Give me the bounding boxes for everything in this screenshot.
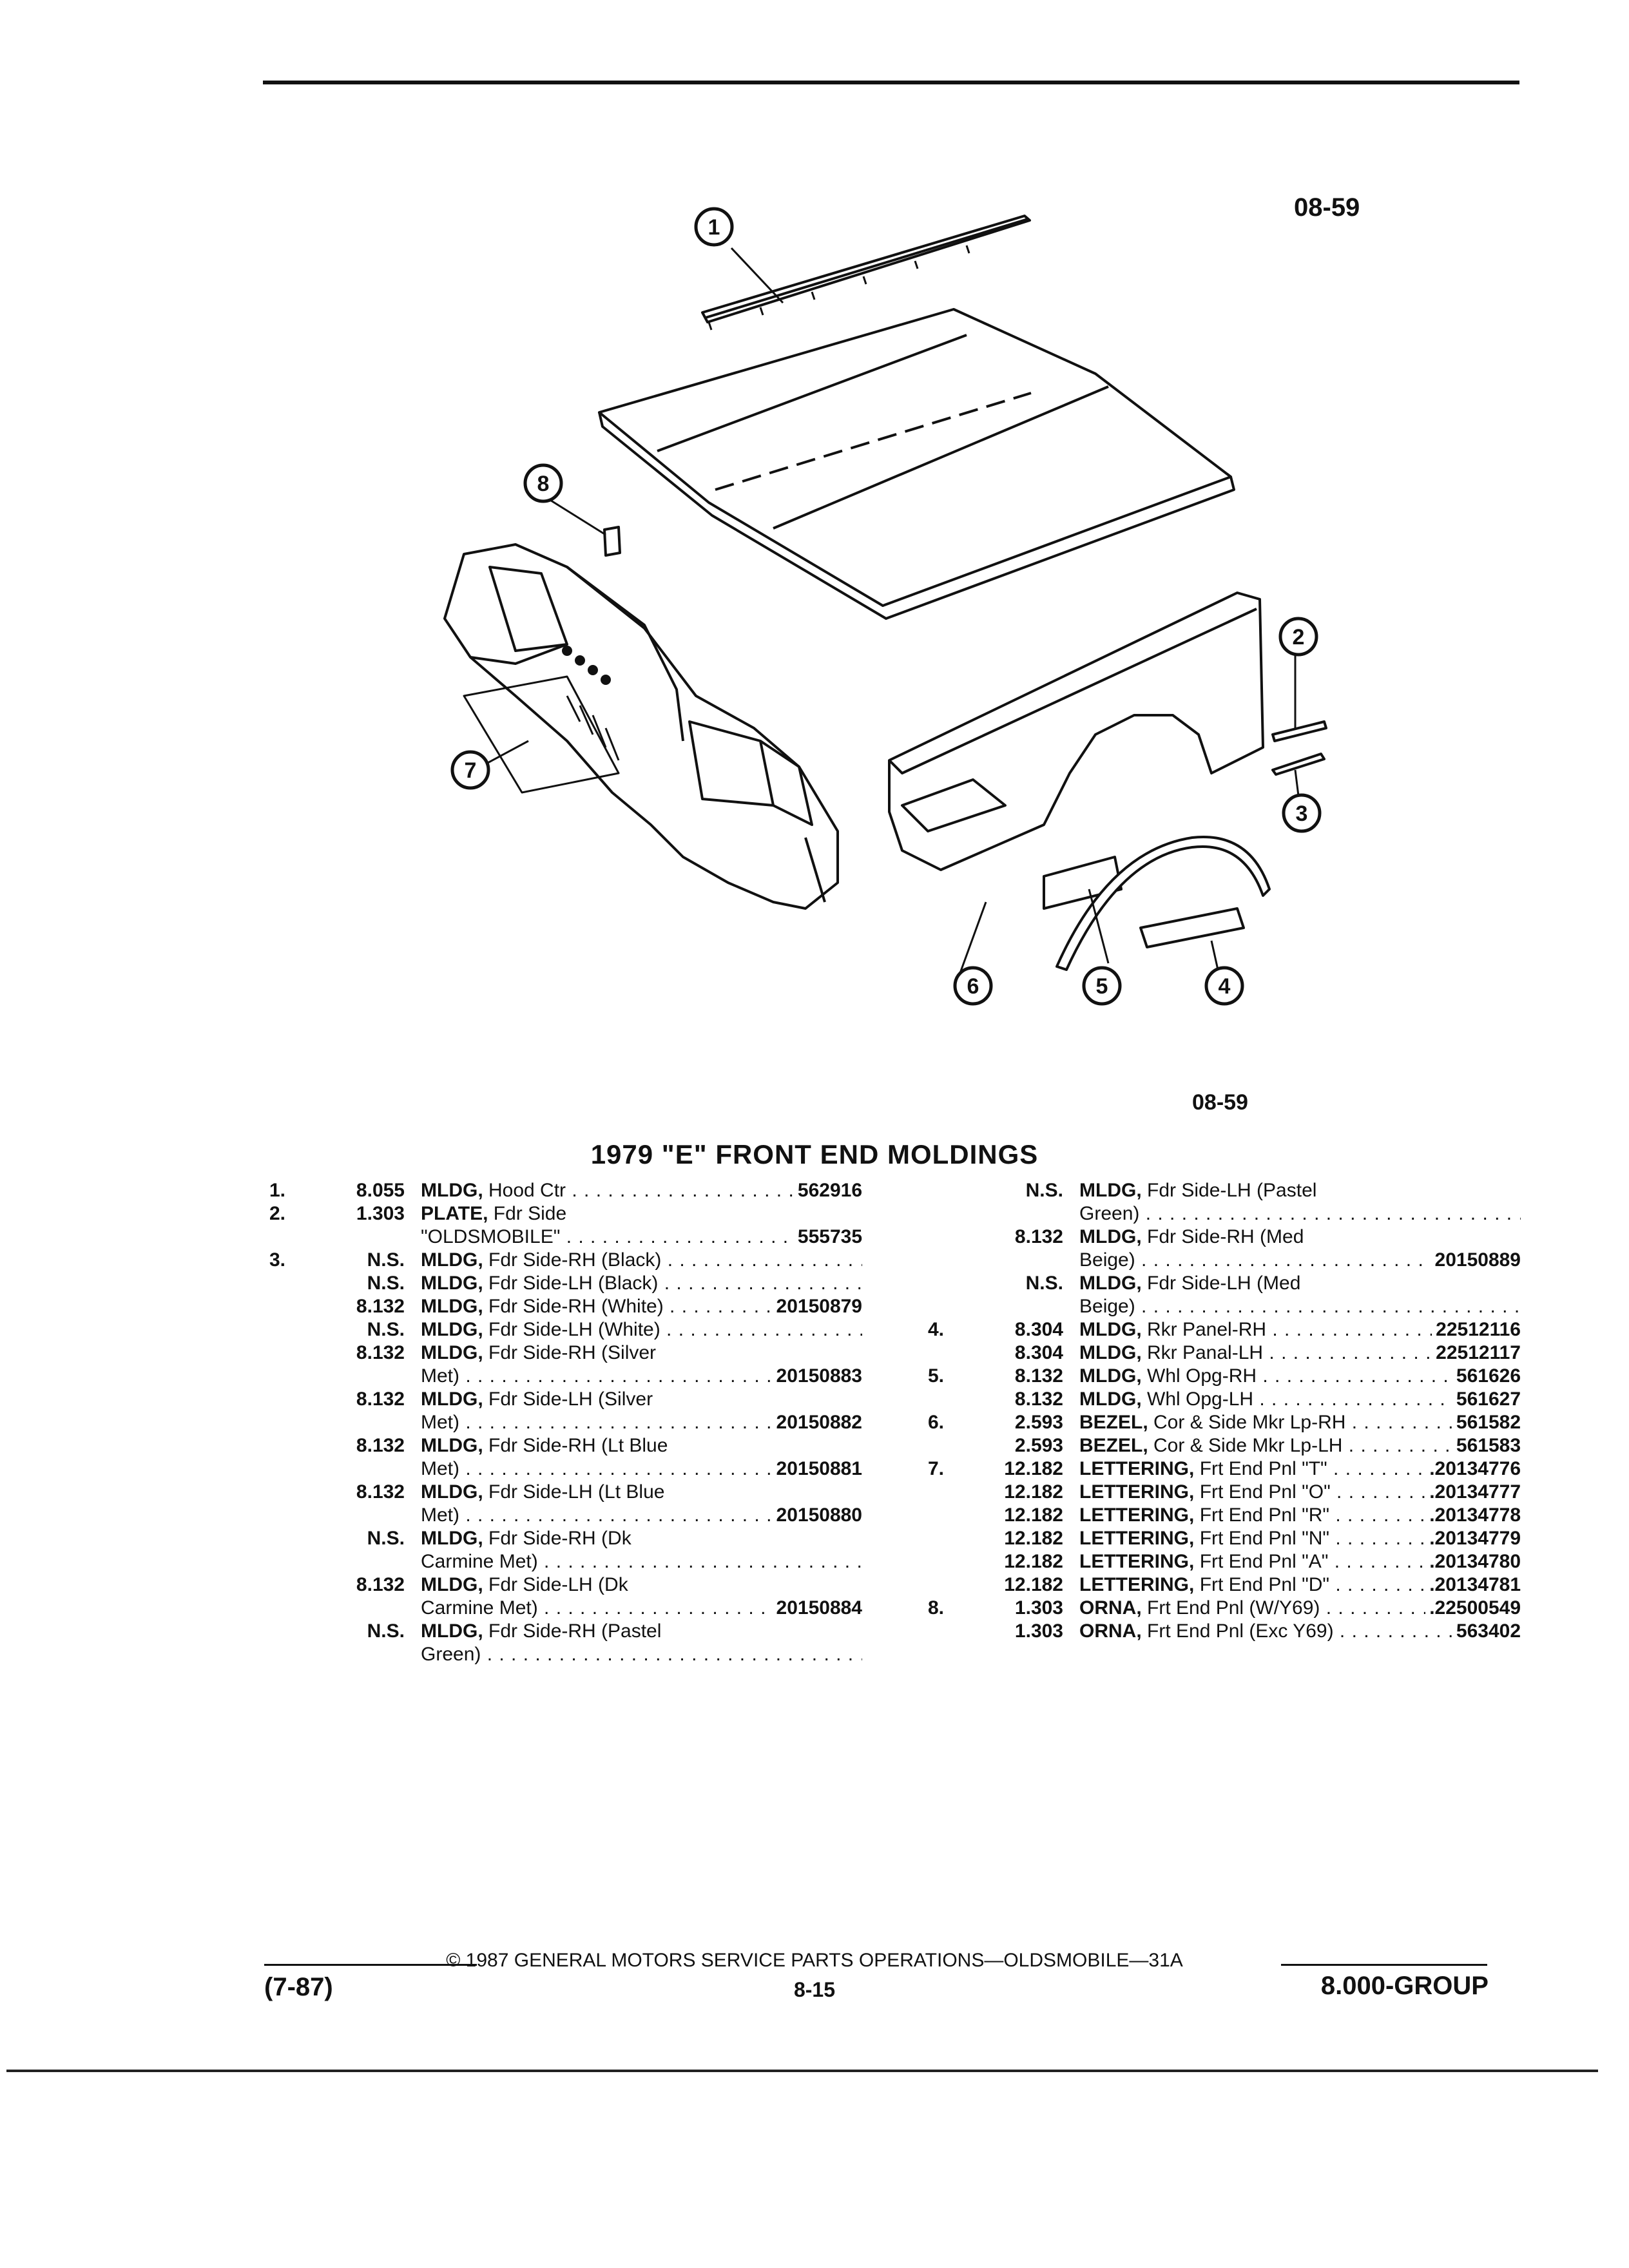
parts-row — [928, 1318, 1521, 1341]
footer-copyright: © 1987 GENERAL MOTORS SERVICE PARTS OPERATIONS—OLDSMOBILE—31A — [446, 1950, 1183, 1971]
front-end-panel-drawing — [445, 544, 838, 908]
parts-row — [269, 1550, 862, 1573]
group-number: 8.132 — [356, 1574, 405, 1595]
part-detail: Frt End Pnl "T" . . . — [1200, 1458, 1521, 1479]
item-index: 1. — [269, 1180, 286, 1201]
part-detail: Carmine Met) . . . — [421, 1597, 862, 1619]
parts-row — [269, 1620, 862, 1643]
callout-8 — [525, 465, 561, 501]
item-index: 3. — [269, 1249, 286, 1271]
part-detail: Fdr Side-RH (Dk — [488, 1528, 631, 1549]
parts-row — [928, 1573, 1521, 1597]
part-detail: Met) . . . — [421, 1458, 862, 1479]
parts-row — [269, 1527, 862, 1550]
part-detail: Frt End Pnl "O" . . . — [1200, 1481, 1521, 1503]
group-number: N.S. — [367, 1249, 405, 1271]
part-name: MLDG, — [421, 1389, 483, 1410]
part-detail: "OLDSMOBILE" . . . — [421, 1226, 862, 1247]
part-detail: Fdr Side-LH (White) . . . — [488, 1319, 862, 1340]
svg-text:2: 2 — [1292, 625, 1305, 649]
parts-row — [928, 1272, 1521, 1295]
item-index: 7. — [928, 1458, 945, 1479]
part-description — [421, 1388, 862, 1411]
part-number: 22512116 — [1432, 1318, 1521, 1341]
svg-text:4: 4 — [1218, 974, 1231, 999]
part-name: MLDG, — [421, 1180, 483, 1201]
part-name: MLDG, — [1079, 1180, 1142, 1201]
part-name: LETTERING, — [1079, 1458, 1195, 1479]
part-detail: Fdr Side-RH (White) . . . — [488, 1296, 862, 1317]
parts-row — [269, 1272, 862, 1295]
figure-code-bottom: 08-59 — [1192, 1090, 1248, 1115]
part-number: 561583 — [1452, 1434, 1521, 1457]
group-number: 8.132 — [356, 1435, 405, 1456]
part-description — [1079, 1202, 1521, 1225]
parts-row — [928, 1550, 1521, 1573]
parts-row — [269, 1249, 862, 1272]
group-number: 1.303 — [356, 1203, 405, 1224]
group-number: 12.182 — [1004, 1504, 1063, 1526]
parts-row — [928, 1597, 1521, 1620]
parts-row — [269, 1295, 862, 1318]
footer-page-number: 8-15 — [793, 1978, 836, 2001]
part-number: 561627 — [1452, 1388, 1521, 1411]
part-number: 20150881 — [773, 1457, 862, 1481]
item-index: 6. — [928, 1412, 945, 1433]
part-name: MLDG, — [421, 1319, 483, 1340]
parts-row — [269, 1225, 862, 1249]
part-detail: Fdr Side-LH (Lt Blue — [488, 1481, 665, 1503]
part-description — [421, 1620, 862, 1643]
part-detail: Frt End Pnl (W/Y69) . . . — [1147, 1597, 1521, 1619]
group-number: 8.055 — [356, 1180, 405, 1201]
svg-text:3: 3 — [1295, 802, 1308, 826]
part-name: MLDG, — [1079, 1342, 1142, 1363]
group-number: 8.132 — [356, 1296, 405, 1317]
svg-text:1: 1 — [708, 215, 720, 240]
part-name: MLDG, — [421, 1620, 483, 1642]
part-detail: Frt End Pnl "A" . . . — [1200, 1551, 1521, 1572]
part-number: .22500549 — [1425, 1597, 1521, 1620]
item-index: 8. — [928, 1597, 945, 1619]
part-detail: Fdr Side-RH (Lt Blue — [488, 1435, 668, 1456]
part-number: 562916 — [794, 1179, 862, 1202]
group-number: 12.182 — [1004, 1551, 1063, 1572]
hood-center-molding-drawing — [702, 216, 1030, 330]
rocker-molding-drawing — [1141, 908, 1244, 947]
parts-row — [928, 1411, 1521, 1434]
part-number: 20150879 — [773, 1295, 862, 1318]
part-detail: Frt End Pnl "D" . . . — [1200, 1574, 1521, 1595]
svg-text:8: 8 — [537, 472, 550, 496]
part-detail: Fdr Side-RH (Black) . . . — [488, 1249, 862, 1271]
part-number: 20150883 — [773, 1365, 862, 1388]
part-detail: Met) . . . — [421, 1412, 862, 1433]
callout-4 — [1206, 968, 1242, 1004]
parts-row — [928, 1457, 1521, 1481]
parts-row — [928, 1179, 1521, 1202]
parts-list-right — [928, 1179, 1521, 1643]
part-name: MLDG, — [421, 1435, 483, 1456]
parts-row — [269, 1411, 862, 1434]
part-name: ORNA, — [1079, 1620, 1142, 1642]
group-number: N.S. — [367, 1273, 405, 1294]
part-number: 561582 — [1452, 1411, 1521, 1434]
callout-7 — [452, 752, 488, 788]
bottom-rule — [6, 2070, 1598, 2072]
part-description — [421, 1481, 862, 1504]
group-number: 12.182 — [1004, 1528, 1063, 1549]
parts-row — [928, 1527, 1521, 1550]
group-number: N.S. — [1025, 1273, 1063, 1294]
part-detail: Fdr Side-RH (Pastel — [488, 1620, 662, 1642]
group-number: 8.304 — [1014, 1342, 1063, 1363]
part-detail: Met) . . . — [421, 1365, 862, 1387]
part-description — [421, 1318, 862, 1341]
part-number: 20150884 — [773, 1597, 862, 1620]
part-number: 20150880 — [773, 1504, 862, 1527]
parts-row — [928, 1341, 1521, 1365]
part-description — [421, 1202, 862, 1225]
footer-date: (7-87) — [264, 1973, 333, 2001]
parts-row — [928, 1202, 1521, 1225]
group-number: 8.132 — [1014, 1389, 1063, 1410]
part-detail: Fdr Side-LH (Silver — [488, 1389, 653, 1410]
part-number: 555735 — [794, 1225, 862, 1249]
part-name: LETTERING, — [1079, 1551, 1195, 1572]
parts-row — [269, 1643, 862, 1666]
part-name: BEZEL, — [1079, 1412, 1148, 1433]
part-name: MLDG, — [1079, 1389, 1142, 1410]
part-detail: Fdr Side-LH (Dk — [488, 1574, 628, 1595]
part-description — [421, 1249, 862, 1272]
part-description — [421, 1434, 862, 1457]
part-name: BEZEL, — [1079, 1435, 1148, 1456]
page-title: 1979 "E" FRONT END MOLDINGS — [590, 1139, 1039, 1169]
part-detail: Frt End Pnl "N" . . . — [1200, 1528, 1521, 1549]
part-detail: Rkr Panal-LH . . . — [1147, 1342, 1521, 1363]
part-detail: Cor & Side Mkr Lp-RH . . . — [1153, 1412, 1521, 1433]
part-name: PLATE, — [421, 1203, 488, 1224]
group-number: 8.132 — [1014, 1365, 1063, 1387]
part-number: .20134778 — [1425, 1504, 1521, 1527]
callout-3 — [1284, 795, 1320, 831]
part-detail: Cor & Side Mkr Lp-LH . . . — [1153, 1435, 1521, 1456]
emblem-plate-drawing — [1273, 722, 1326, 741]
parts-row — [928, 1249, 1521, 1272]
callout-5 — [1084, 968, 1120, 1004]
parts-row — [928, 1620, 1521, 1643]
part-detail: Hood Ctr . . . — [488, 1180, 862, 1201]
group-number: 2.593 — [1014, 1435, 1063, 1456]
group-number: 1.303 — [1014, 1597, 1063, 1619]
part-detail: Green) . . . — [1079, 1203, 1521, 1224]
parts-row — [269, 1179, 862, 1202]
side-molding-drawing — [1273, 754, 1324, 774]
part-detail: Fdr Side-LH (Black) . . . — [488, 1273, 862, 1294]
figure-code-top: 08-59 — [1294, 193, 1360, 222]
part-number: 563402 — [1452, 1620, 1521, 1643]
parts-row — [928, 1434, 1521, 1457]
parts-row — [269, 1365, 862, 1388]
part-name: ORNA, — [1079, 1597, 1142, 1619]
part-name: MLDG, — [1079, 1365, 1142, 1387]
part-description — [1079, 1295, 1521, 1318]
part-number: 20150882 — [773, 1411, 862, 1434]
parts-list-left — [269, 1179, 862, 1666]
part-number: .20134776 — [1425, 1457, 1521, 1481]
item-index: 5. — [928, 1365, 945, 1387]
part-name: MLDG, — [421, 1296, 483, 1317]
hood-drawing — [599, 309, 1234, 619]
parts-row — [269, 1597, 862, 1620]
part-number: .20134781 — [1425, 1573, 1521, 1597]
callout-1 — [696, 209, 732, 245]
parts-row — [269, 1457, 862, 1481]
parts-row — [928, 1295, 1521, 1318]
part-detail: Fdr Side-RH (Silver — [488, 1342, 657, 1363]
part-number: 22512117 — [1432, 1341, 1521, 1365]
part-description — [421, 1643, 862, 1666]
parts-row — [269, 1202, 862, 1225]
part-description — [421, 1550, 862, 1573]
group-number: N.S. — [1025, 1180, 1063, 1201]
footer-group: 8.000-GROUP — [1320, 1972, 1489, 2000]
group-number: 12.182 — [1004, 1574, 1063, 1595]
group-number: N.S. — [367, 1319, 405, 1340]
group-number: 8.304 — [1014, 1319, 1063, 1340]
item-index: 4. — [928, 1319, 945, 1340]
svg-text:6: 6 — [967, 974, 979, 999]
parts-row — [269, 1481, 862, 1504]
part-name: MLDG, — [1079, 1319, 1142, 1340]
parts-row — [928, 1504, 1521, 1527]
part-detail: Fdr Side-LH (Pastel — [1147, 1180, 1317, 1201]
part-description — [421, 1527, 862, 1550]
item-index: 2. — [269, 1203, 286, 1224]
parts-row — [269, 1388, 862, 1411]
part-detail: Whl Opg-LH . . . — [1147, 1389, 1521, 1410]
part-name: MLDG, — [1079, 1273, 1142, 1294]
fender-drawing — [889, 593, 1263, 908]
parts-row — [928, 1225, 1521, 1249]
group-number: 8.132 — [1014, 1226, 1063, 1247]
parts-row — [928, 1388, 1521, 1411]
part-detail: Fdr Side — [493, 1203, 567, 1224]
group-number: N.S. — [367, 1620, 405, 1642]
part-description — [1079, 1272, 1521, 1295]
part-detail: Fdr Side-LH (Med — [1147, 1273, 1301, 1294]
parts-row — [928, 1481, 1521, 1504]
part-number: 20150889 — [1431, 1249, 1521, 1272]
ornament-drawing — [604, 527, 620, 555]
part-detail: Beige) . . . — [1079, 1296, 1521, 1317]
part-detail: Rkr Panel-RH . . . — [1147, 1319, 1521, 1340]
part-name: MLDG, — [421, 1273, 483, 1294]
part-name: LETTERING, — [1079, 1574, 1195, 1595]
part-name: MLDG, — [421, 1249, 483, 1271]
part-name: LETTERING, — [1079, 1481, 1195, 1503]
exploded-parts-diagram — [0, 0, 1629, 1070]
group-number: 2.593 — [1014, 1412, 1063, 1433]
part-name: MLDG, — [421, 1481, 483, 1503]
part-detail: Frt End Pnl "R" . . . — [1200, 1504, 1521, 1526]
part-detail: Whl Opg-RH . . . — [1147, 1365, 1521, 1387]
part-description — [1079, 1179, 1521, 1202]
parts-row — [269, 1504, 862, 1527]
part-description — [1079, 1225, 1521, 1249]
part-number: .20134780 — [1425, 1550, 1521, 1573]
part-name: LETTERING, — [1079, 1528, 1195, 1549]
part-description — [421, 1341, 862, 1365]
group-number: 8.132 — [356, 1481, 405, 1503]
part-number: .20134779 — [1425, 1527, 1521, 1550]
part-name: MLDG, — [1079, 1226, 1142, 1247]
parts-row — [269, 1318, 862, 1341]
part-number: 561626 — [1452, 1365, 1521, 1388]
callout-2 — [1280, 619, 1316, 655]
part-name: MLDG, — [421, 1574, 483, 1595]
parts-row — [928, 1365, 1521, 1388]
parts-row — [269, 1434, 862, 1457]
part-description — [421, 1573, 862, 1597]
parts-row — [269, 1573, 862, 1597]
part-detail: Beige) . . . — [1079, 1249, 1521, 1271]
group-number: 8.132 — [356, 1389, 405, 1410]
part-detail: Carmine Met) . . . — [421, 1551, 862, 1572]
group-number: 1.303 — [1014, 1620, 1063, 1642]
part-detail: Frt End Pnl (Exc Y69) . . . — [1147, 1620, 1521, 1642]
svg-text:7: 7 — [464, 758, 477, 783]
part-description — [421, 1272, 862, 1295]
part-name: MLDG, — [421, 1342, 483, 1363]
wheel-opening-molding-drawing — [1057, 837, 1269, 970]
callout-6 — [955, 968, 991, 1004]
part-detail: Green) . . . — [421, 1644, 862, 1665]
group-number: 12.182 — [1004, 1458, 1063, 1479]
part-detail: Fdr Side-RH (Med — [1147, 1226, 1304, 1247]
parts-row — [269, 1341, 862, 1365]
part-number: .20134777 — [1425, 1481, 1521, 1504]
svg-text:5: 5 — [1095, 974, 1108, 999]
part-name: MLDG, — [421, 1528, 483, 1549]
group-number: N.S. — [367, 1528, 405, 1549]
group-number: 8.132 — [356, 1342, 405, 1363]
part-detail: Met) . . . — [421, 1504, 862, 1526]
group-number: 12.182 — [1004, 1481, 1063, 1503]
part-name: LETTERING, — [1079, 1504, 1195, 1526]
